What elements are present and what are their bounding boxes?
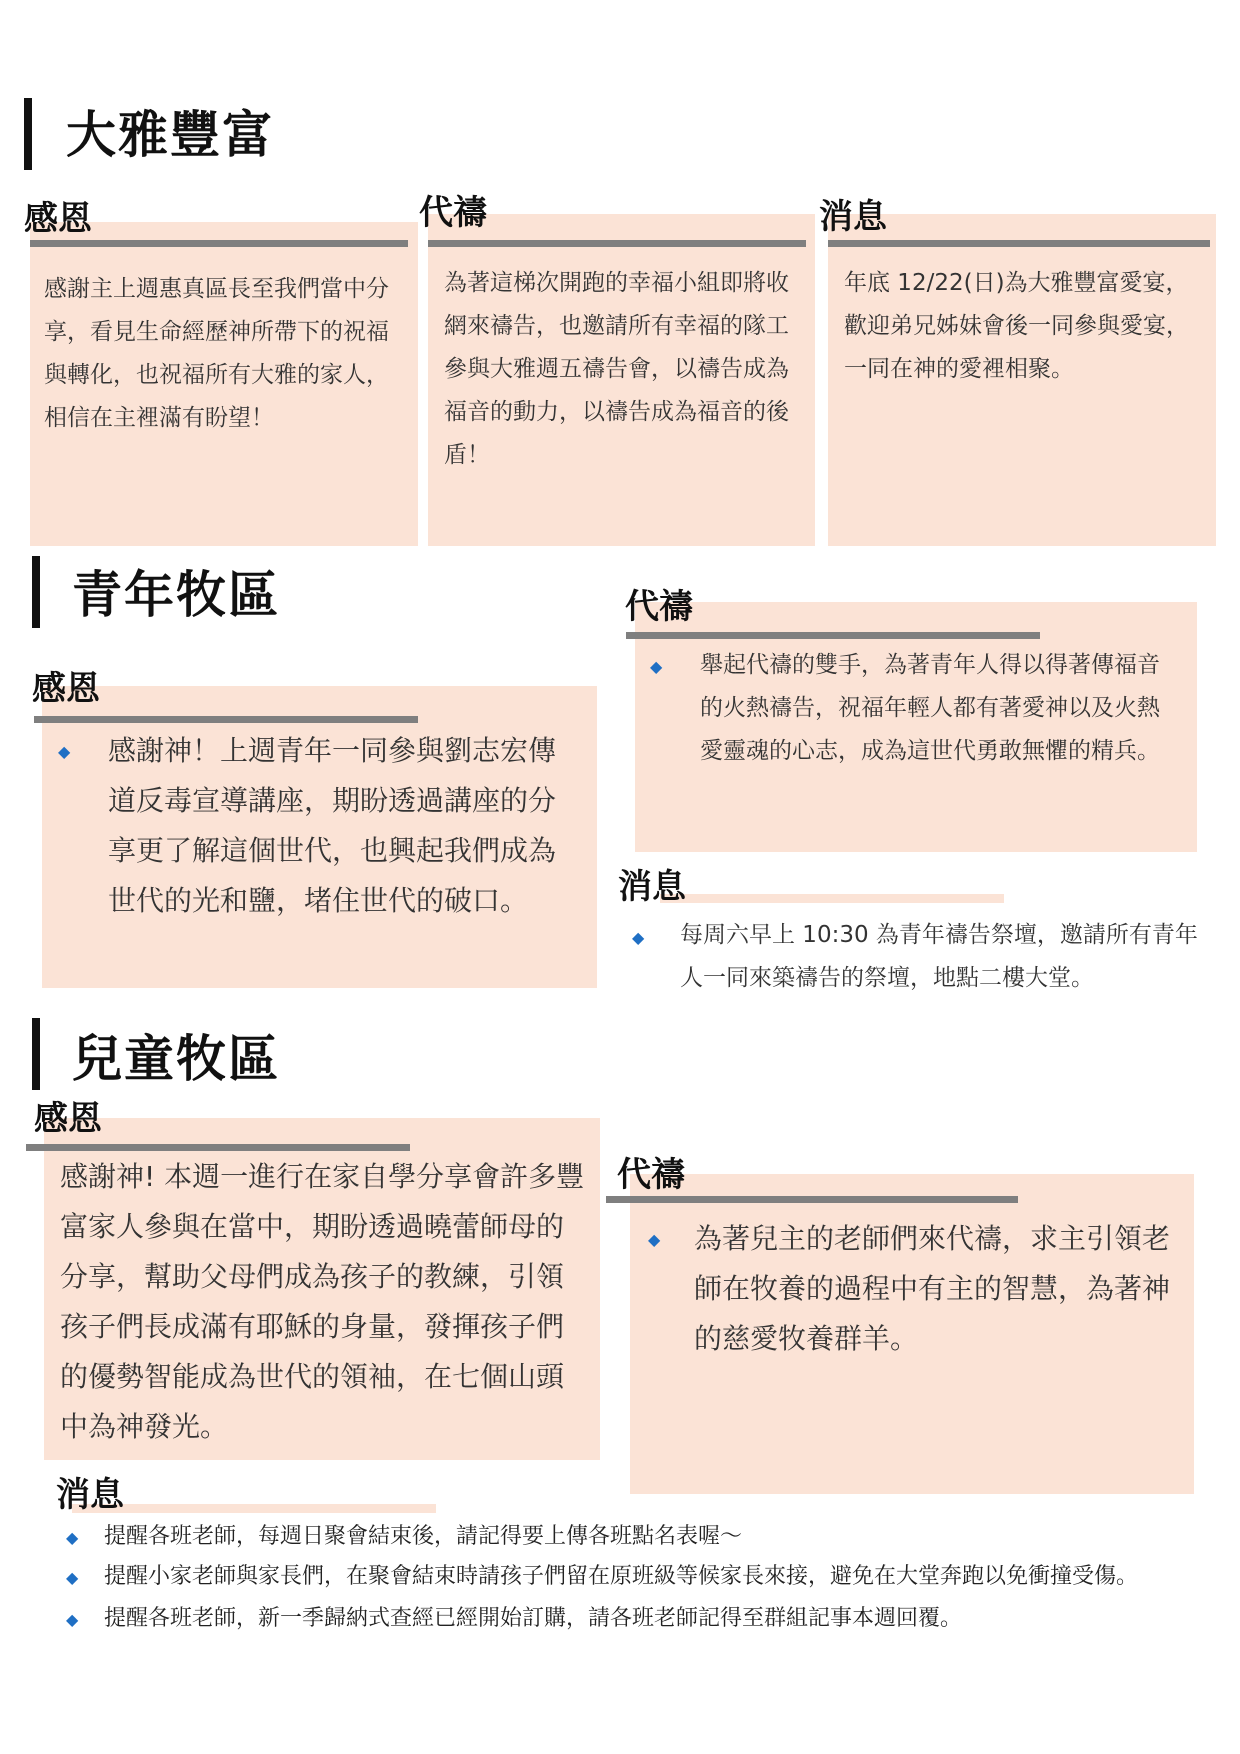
thanks-label-children: 感恩: [34, 1099, 102, 1139]
news-underline-children: [72, 1504, 436, 1513]
news-underline-daya: [828, 240, 1210, 247]
thanks-underline-daya: [30, 240, 408, 247]
section-accent-bar: [24, 98, 32, 170]
section-accent-bar: [32, 556, 40, 628]
diamond-bullet-icon: ◆: [66, 1568, 79, 1587]
thanks-text-youth: 感謝神！上週青年一同參與劉志宏傳道反毒宣導講座，期盼透過講座的分享更了解這個世代，也興起我們成為世代的光和鹽，堵住世代的破口。: [108, 734, 557, 917]
prayer-text-youth: 舉起代禱的雙手，為著青年人得以得著傳福音的火熱禱告，祝福年輕人都有著愛神以及火熱愛靈魂的心志，成為這世代勇敢無懼的精兵。: [700, 652, 1160, 764]
thanks-text-daya: 感謝主上週惠真區長至我們當中分享，看見生命經歷神所帶下的祝福與轉化，也祝福所有大雅的家人，相信在主裡滿有盼望！: [44, 276, 389, 431]
diamond-bullet-icon: ◆: [66, 1610, 79, 1629]
thanks-label-daya: 感恩: [24, 199, 92, 239]
news-text-youth: 每周六早上 10:30 為青年禱告祭壇，邀請所有青年人一同來築禱告的祭壇，地點二樓大堂。: [680, 922, 1198, 991]
thanks-text-children: 感謝神! 本週一進行在家自學分享會許多豐富家人參與在當中，期盼透過曉蕾師母的分享，幫助父母們成為孩子的教練，引領孩子們長成滿有耶穌的身量，發揮孩子們的優勢智能成為世代的領袖，在七個山頭中為神發光。: [60, 1160, 585, 1443]
section-title-children: 兒童牧區: [72, 1030, 280, 1088]
prayer-label-youth: 代禱: [625, 587, 693, 627]
news-label-children: 消息: [56, 1475, 124, 1515]
diamond-bullet-icon: ◆: [58, 742, 71, 761]
diamond-bullet-icon: ◆: [650, 657, 663, 676]
news-item-children: 提醒各班老師，新一季歸納式查經已經開始訂購，請各班老師記得至群組記事本週回覆。: [104, 1606, 963, 1631]
news-item-children: 提醒各班老師，每週日聚會結束後，請記得要上傳各班點名表喔～: [104, 1524, 743, 1549]
section-title-daya: 大雅豐富: [66, 106, 274, 164]
news-label-daya: 消息: [819, 197, 887, 237]
news-label-youth: 消息: [618, 867, 686, 907]
prayer-label-daya: 代禱: [419, 193, 487, 233]
thanks-underline-youth: [34, 716, 418, 723]
thanks-underline-children: [26, 1144, 410, 1151]
diamond-bullet-icon: ◆: [648, 1230, 661, 1249]
prayer-underline-youth: [626, 632, 1040, 639]
prayer-label-children: 代禱: [617, 1155, 685, 1195]
news-item-children: 提醒小家老師與家長們，在聚會結束時請孩子們留在原班級等候家長來接，避免在大堂奔跑以免衝撞受傷。: [104, 1564, 1139, 1589]
prayer-underline-children: [606, 1196, 1018, 1203]
section-title-youth: 青年牧區: [72, 566, 280, 624]
thanks-label-youth: 感恩: [32, 669, 100, 709]
prayer-text-children: 為著兒主的老師們來代禱，求主引領老師在牧養的過程中有主的智慧，為著神的慈愛牧養群羊。: [694, 1222, 1171, 1355]
prayer-text-daya: 為著這梯次開跑的幸福小組即將收網來禱告，也邀請所有幸福的隊工參與大雅週五禱告會，以禱告成為福音的動力，以禱告成為福音的後盾！: [444, 270, 789, 468]
news-underline-youth: [660, 894, 1004, 903]
diamond-bullet-icon: ◆: [66, 1528, 79, 1547]
prayer-underline-daya: [428, 240, 806, 247]
news-text-daya: 年底 12/22(日)為大雅豐富愛宴，歡迎弟兄姊妹會後一同參與愛宴，一同在神的愛裡相聚。: [844, 270, 1189, 382]
section-accent-bar: [32, 1018, 40, 1090]
diamond-bullet-icon: ◆: [632, 928, 645, 947]
